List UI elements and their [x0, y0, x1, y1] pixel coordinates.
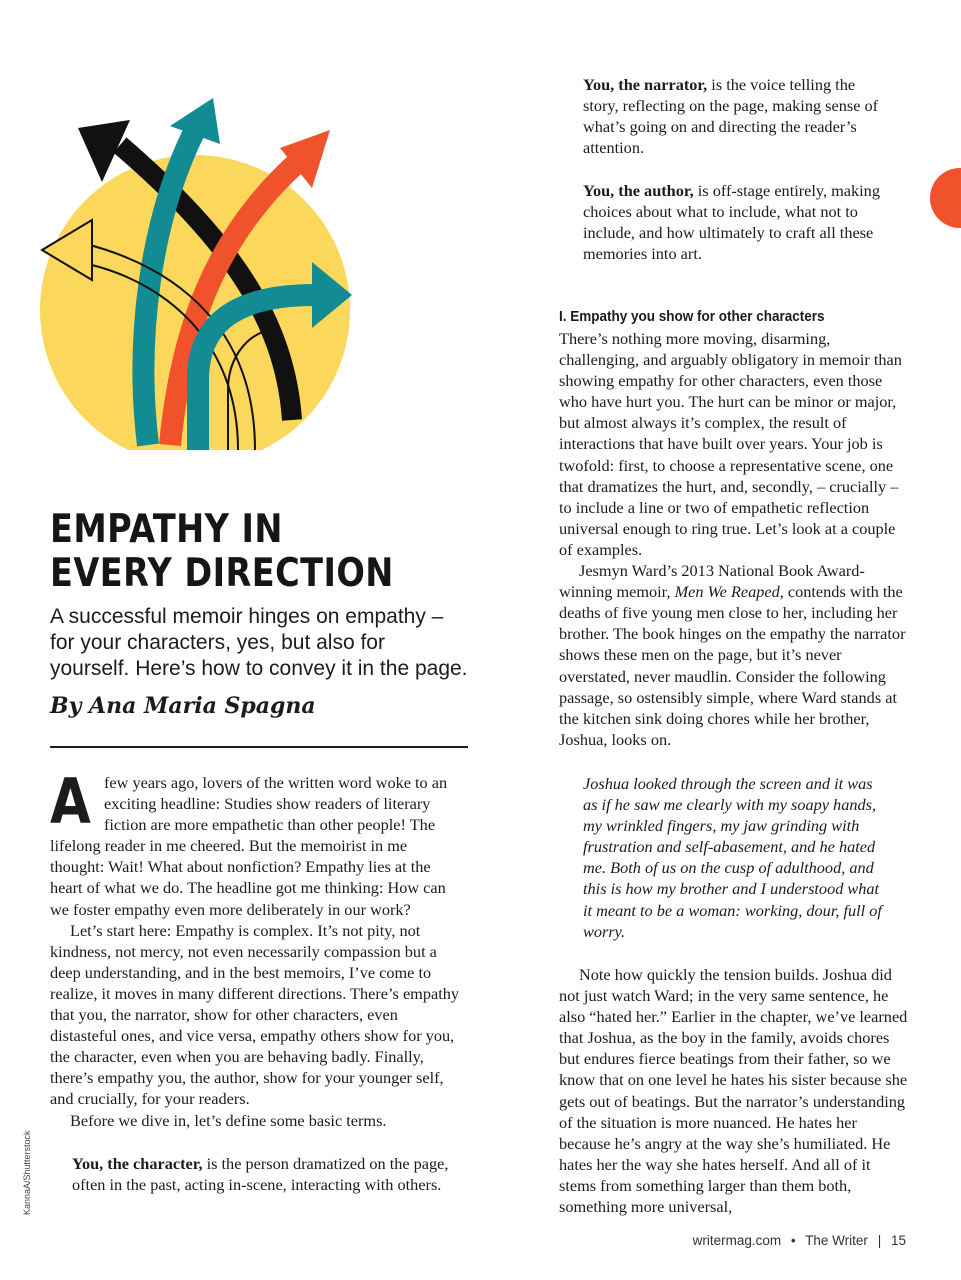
paragraph: Let’s start here: Empathy is complex. It’s not pity, not kindness, not mercy, not even necessarily compassion but a deep understanding, and in the best memoirs, I’ve come to realize, it moves in many different directions. There’s empathy that you, the narrator, show for other characters, even distasteful ones, and vice versa, empathy others show for you, the character, even when you are behaving badly. Finally, there’s empathy you, the author, show for your younger self, and crucially, for your readers. — [50, 920, 460, 1109]
definition-term: You, the author, — [583, 181, 694, 200]
arrows-illustration — [30, 90, 360, 450]
definition-text: is the person dramatized on the page, often in the past, acting in-scene, interacting with others. — [72, 1154, 449, 1195]
definition-text: is off-stage entirely, making choices about what to include, what not to include, and how ultimately to craft all these memories into art. — [583, 181, 880, 264]
blockquote: Joshua looked through the screen and it was as if he saw me clearly with my soapy hands, my wrinkled fingers, my jaw grinding with frustration and self-abasement, and he hated me. Both of us on the cusp of adulthood, and this is how my brother and I understood what it meant to be a woman: working, dour, full of worry. — [583, 774, 882, 941]
byline-divider — [50, 746, 468, 748]
article-deck: A successful memoir hinges on empathy – for your characters, yes, but also for yourself. Here’s how to convey it in the page. — [50, 605, 468, 680]
definition-narrator — [583, 74, 883, 158]
paragraph: Before we dive in, let’s define some basic terms. — [70, 1110, 387, 1130]
footer-magazine: The Writer — [805, 1233, 868, 1248]
article-byline: By Ana Maria Spagna — [50, 693, 316, 719]
paragraph: There’s nothing more moving, disarming, challenging, and arguably obligatory in memoir than showing empathy for other characters, even those who have hurt you. The hurt can be minor or major, but almost always it’s complex, the result of interactions that have built over years. Your job is twofold: first, to choose a representative scene, one that dramatizes the hurt, and, secondly, – crucially – to include a line or two of empathetic reflection universal enough to ring true. Let’s look at a couple of examples. — [559, 329, 902, 559]
section-heading: I. Empathy you show for other characters — [559, 308, 825, 325]
definition-character — [72, 1153, 452, 1195]
definition-term: You, the narrator, — [583, 75, 708, 94]
page-footer — [693, 1233, 906, 1248]
right-column-continued — [559, 964, 909, 1217]
definition-term: You, the character, — [72, 1154, 203, 1173]
paragraph: Note how quickly the tension builds. Joshua did not just watch Ward; in the very same sentence, he also “hated her.” Earlier in the chapter, we’ve learned that Joshua, as the boy in the family, avoids chores but endures fierce beatings from their father, so we know that on one level he hates his sister because she gets out of beatings. But the narrator’s understanding of the situation is more nuanced. He hates her because he’s angry at the way she’s humiliated. He hates her the way she hates herself. And all of it stems from something larger than them both, something more universal, — [559, 965, 908, 1217]
left-column-body — [50, 765, 462, 1131]
definition-author — [583, 180, 883, 264]
photo-credit: KannaA/Shutterstock — [22, 1130, 32, 1215]
article-title: EMPATHY IN EVERY DIRECTION — [50, 507, 394, 596]
footer-website: writermag.com — [692, 1233, 782, 1248]
drop-cap: A — [50, 765, 91, 838]
section-tab-marker — [930, 168, 961, 228]
paragraph: Jesmyn Ward’s 2013 National Book Award-winning memoir, Men We Reaped, contends with the deaths of five young men close to her, including her brother. The book hinges on the empathy the narrator shows these men on the page, but it’s never overstated, never maudlin. Consider the following passage, so ostensibly simple, where Ward stands at the kitchen sink doing chores while her brother, Joshua, looks on. — [559, 561, 906, 749]
right-column-body — [559, 328, 909, 750]
footer-divider: | — [877, 1233, 882, 1248]
book-title: Men We Reaped — [674, 582, 780, 602]
footer-bullet: • — [790, 1233, 796, 1248]
page-number: 15 — [890, 1233, 906, 1248]
definition-text: is the voice telling the story, reflecting on the page, making sense of what’s going on and directing the reader’s attention. — [583, 75, 879, 158]
intro-paragraph: Afew years ago, lovers of the written word woke to an exciting headline: Studies show readers of literary fiction are more empathetic than other people! The lifelong reader in me cheered. But the memoirist in me thought: Wait! What about nonfiction? Empathy lies at the heart of what we do. The headline got me thinking: How can we foster empathy even more deliberately in our work? — [50, 765, 448, 919]
